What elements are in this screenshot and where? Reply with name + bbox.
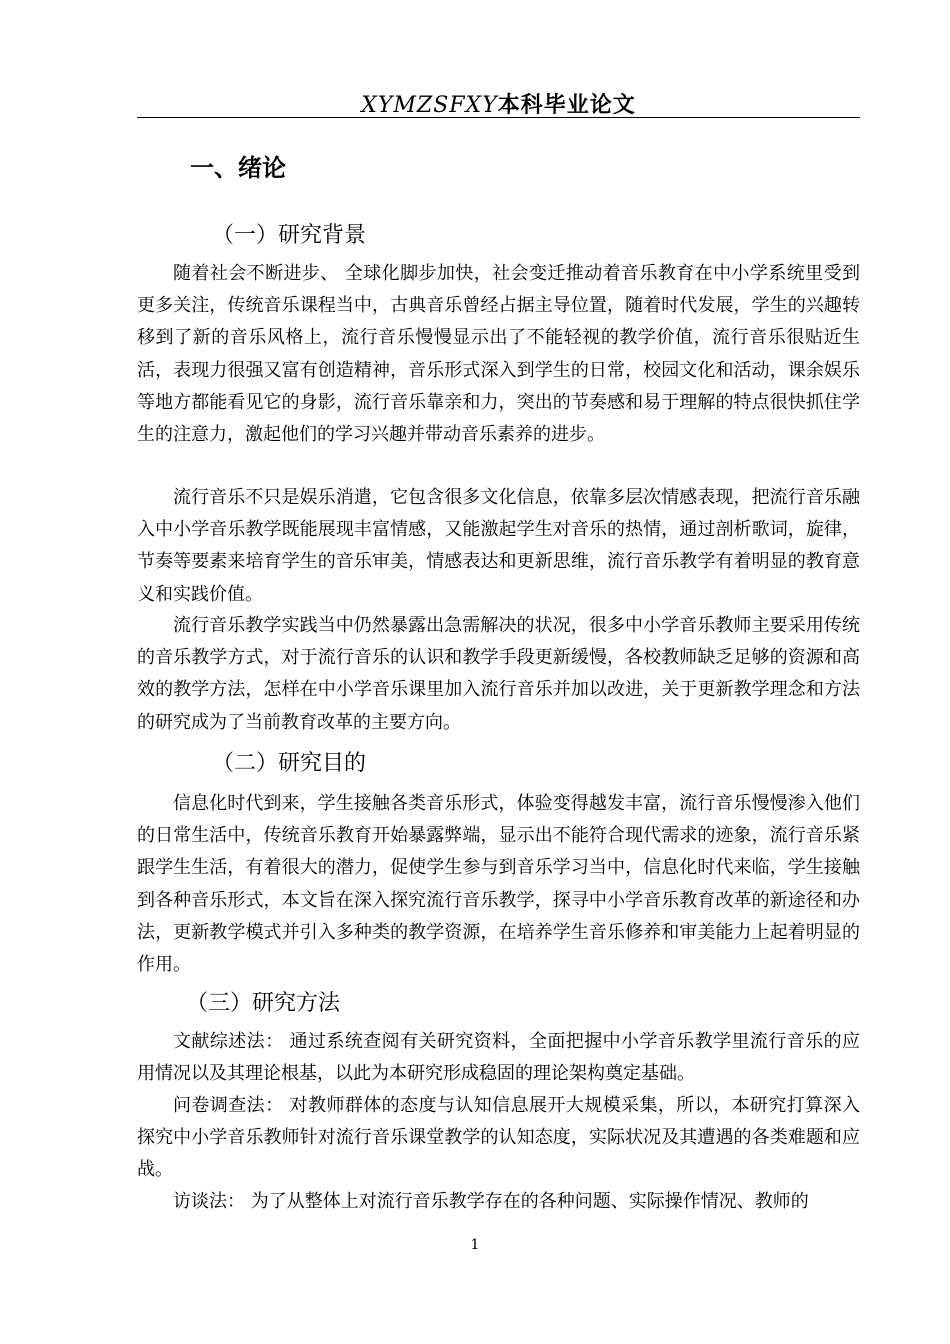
paragraph: 流行音乐教学实践当中仍然暴露出急需解决的状况，很多中小学音乐教师主要采用传统的音乐教学方式，对于流行音乐的认识和教学手段更新缓慢，各校教师缺乏足够的资源和高效的教学方法，怎样在中小学音乐课里加入流行音乐并加以改进，关于更新教学理念和方法的研究成为了当前教育改革的主要方向。 [137,615,860,733]
section-heading-methods: （三）研究方法 [186,991,341,1016]
paragraph: 访谈法： 为了从整体上对流行音乐教学存在的各种问题、实际操作情况、教师的 [173,1191,809,1212]
paragraph: 随着社会不断进步、 全球化脚步加快，社会变迁推动着音乐教育在中小学系统里受到更多关注，传统音乐课程当中，古典音乐曾经占据主导位置，随着时代发展，学生的兴趣转移到了新的音乐风格上，流行音乐慢慢显示出了不能轻视的教学价值，流行音乐很贴近生活，表现力很强又富有创造精神，音乐形式深入到学生的日常，校园文化和活动，课余娱乐等地方都能看见它的身影，流行音乐靠亲和力，突出的节奏感和易于理解的特点很快抓住学生的注意力，激起他们的学习兴趣并带动音乐素养的进步。 [137,263,860,446]
paragraph: 流行音乐不只是娱乐消遣，它包含很多文化信息，依靠多层次情感表现，把流行音乐融入中小学音乐教学既能展现丰富情感，又能激起学生对音乐的热情，通过剖析歌词，旋律，节奏等要素来培育学生的音乐审美，情感表达和更新思维，流行音乐教学有着明显的教育意义和实践价值。 [137,487,860,605]
paragraph: 信息化时代到来，学生接触各类音乐形式，体验变得越发丰富，流行音乐慢慢渗入他们的日常生活中，传统音乐教育开始暴露弊端，显示出不能符合现代需求的迹象，流行音乐紧跟学生生活，有着很大的潜力，促使学生参与到音乐学习当中，信息化时代来临，学生接触到各种音乐形式，本文旨在深入探究流行音乐教学，探寻中小学音乐教育改革的新途径和办法，更新教学模式并引入多种类的教学资源，在培养学生音乐修养和审美能力上起着明显的作用。 [137,793,860,976]
section-heading-background: （一）研究背景 [212,223,367,248]
page-number: 1 [470,1237,480,1253]
section-heading-purpose: （二）研究目的 [212,751,367,776]
header-rule [137,117,860,118]
running-header [137,88,860,119]
paragraph: 问卷调查法： 对教师群体的态度与认知信息展开大规模采集，所以，本研究打算深入探究中小学音乐教师针对流行音乐课堂教学的认知态度，实际状况及其遭遇的各类难题和应战。 [137,1095,860,1181]
chapter-title: 一、绪论 [190,154,286,182]
header-thesis-label: 本科毕业论文 [497,93,636,118]
paragraph: 文献综述法： 通过系统查阅有关研究资料，全面把握中小学音乐教学里流行音乐的应用情况以及其理论根基，以此为本研究形成稳固的理论架构奠定基础。 [137,1031,860,1085]
header-school-code: XYMZSFXY [361,93,498,118]
